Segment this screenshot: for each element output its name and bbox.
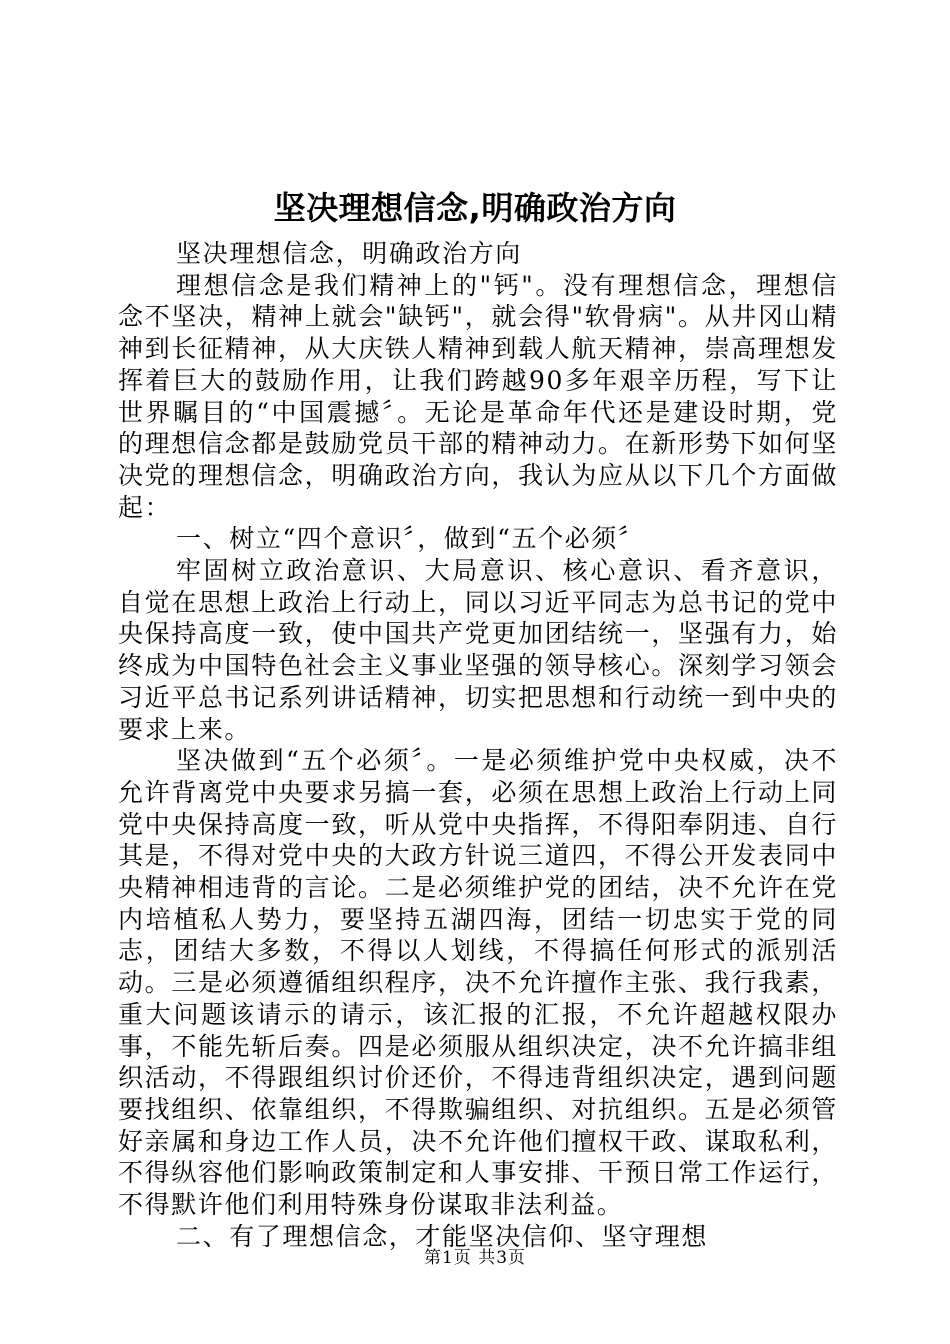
intro-paragraph: 理想信念是我们精神上的"钙"。没有理想信念，理想信念不坚决，精神上就会"缺钙"，就会得"软骨病"。从井冈山精神到长征精神，从大庆铁人精神到载人航天精神，崇高理想发挥着巨大的鼓励作用，让我们跨越90多年艰辛历程，写下让世界瞩目的“中国震撼〞。无论是革命年代还是建设时期，党的理想信念都是鼓励党员干部的精神动力。在新形势下如何坚决党的理想信念，明确政治方向，我认为应从以下几个方面做起：	[118, 270, 838, 522]
body-paragraph: 坚决做到“五个必须〞。一是必须维护党中央权威，决不允许背离党中央要求另搞一套，必须在思想上政治上行动上同党中央保持高度一致，听从党中央指挥，不得阳奉阴违、自行其是，不得对党中央的大政方针说三道四，不得公开发表同中央精神相违背的言论。二是必须维护党的团结，决不允许在党内培植私人势力，要坚持五湖四海，团结一切忠实于党的同志，团结大多数，不得以人划线，不得搞任何形式的派别活动。三是必须遵循组织程序，决不允许擅作主张、我行我素，重大问题该请示的请示，该汇报的汇报，不允许超越权限办事，不能先斩后奏。四是必须服从组织决定，决不允许搞非组织活动，不得跟组织讨价还价，不得违背组织决定，遇到问题要找组织、依靠组织，不得欺骗组织、对抗组织。五是必须管好亲属和身边工作人员，决不允许他们擅权干政、谋取私利，不得纵容他们影响政策制定和人事安排、干预日常工作运行，不得默许他们利用特殊身份谋取非法利益。	[118, 746, 838, 1220]
subtitle-paragraph: 坚决理想信念，明确政治方向	[176, 239, 522, 268]
page-number-footer: 第1页 共3页	[423, 1248, 527, 1268]
section-heading-2: 二、有了理想信念，才能坚决信仰、坚守理想	[176, 1221, 709, 1251]
section-heading-1: 一、树立“四个意识〞，做到“五个必须〞	[176, 524, 645, 554]
document-title: 坚决理想信念,明确政治方向	[273, 189, 677, 227]
document-body	[118, 238, 838, 1253]
body-paragraph: 牢固树立政治意识、大局意识、核心意识、看齐意识，自觉在思想上政治上行动上，同以习近平同志为总书记的党中央保持高度一致，使中国共产党更加团结统一，坚强有力，始终成为中国特色社会主义事业坚强的领导核心。深刻学习领会习近平总书记系列讲话精神，切实把思想和行动统一到中央的要求上来。	[118, 556, 838, 744]
